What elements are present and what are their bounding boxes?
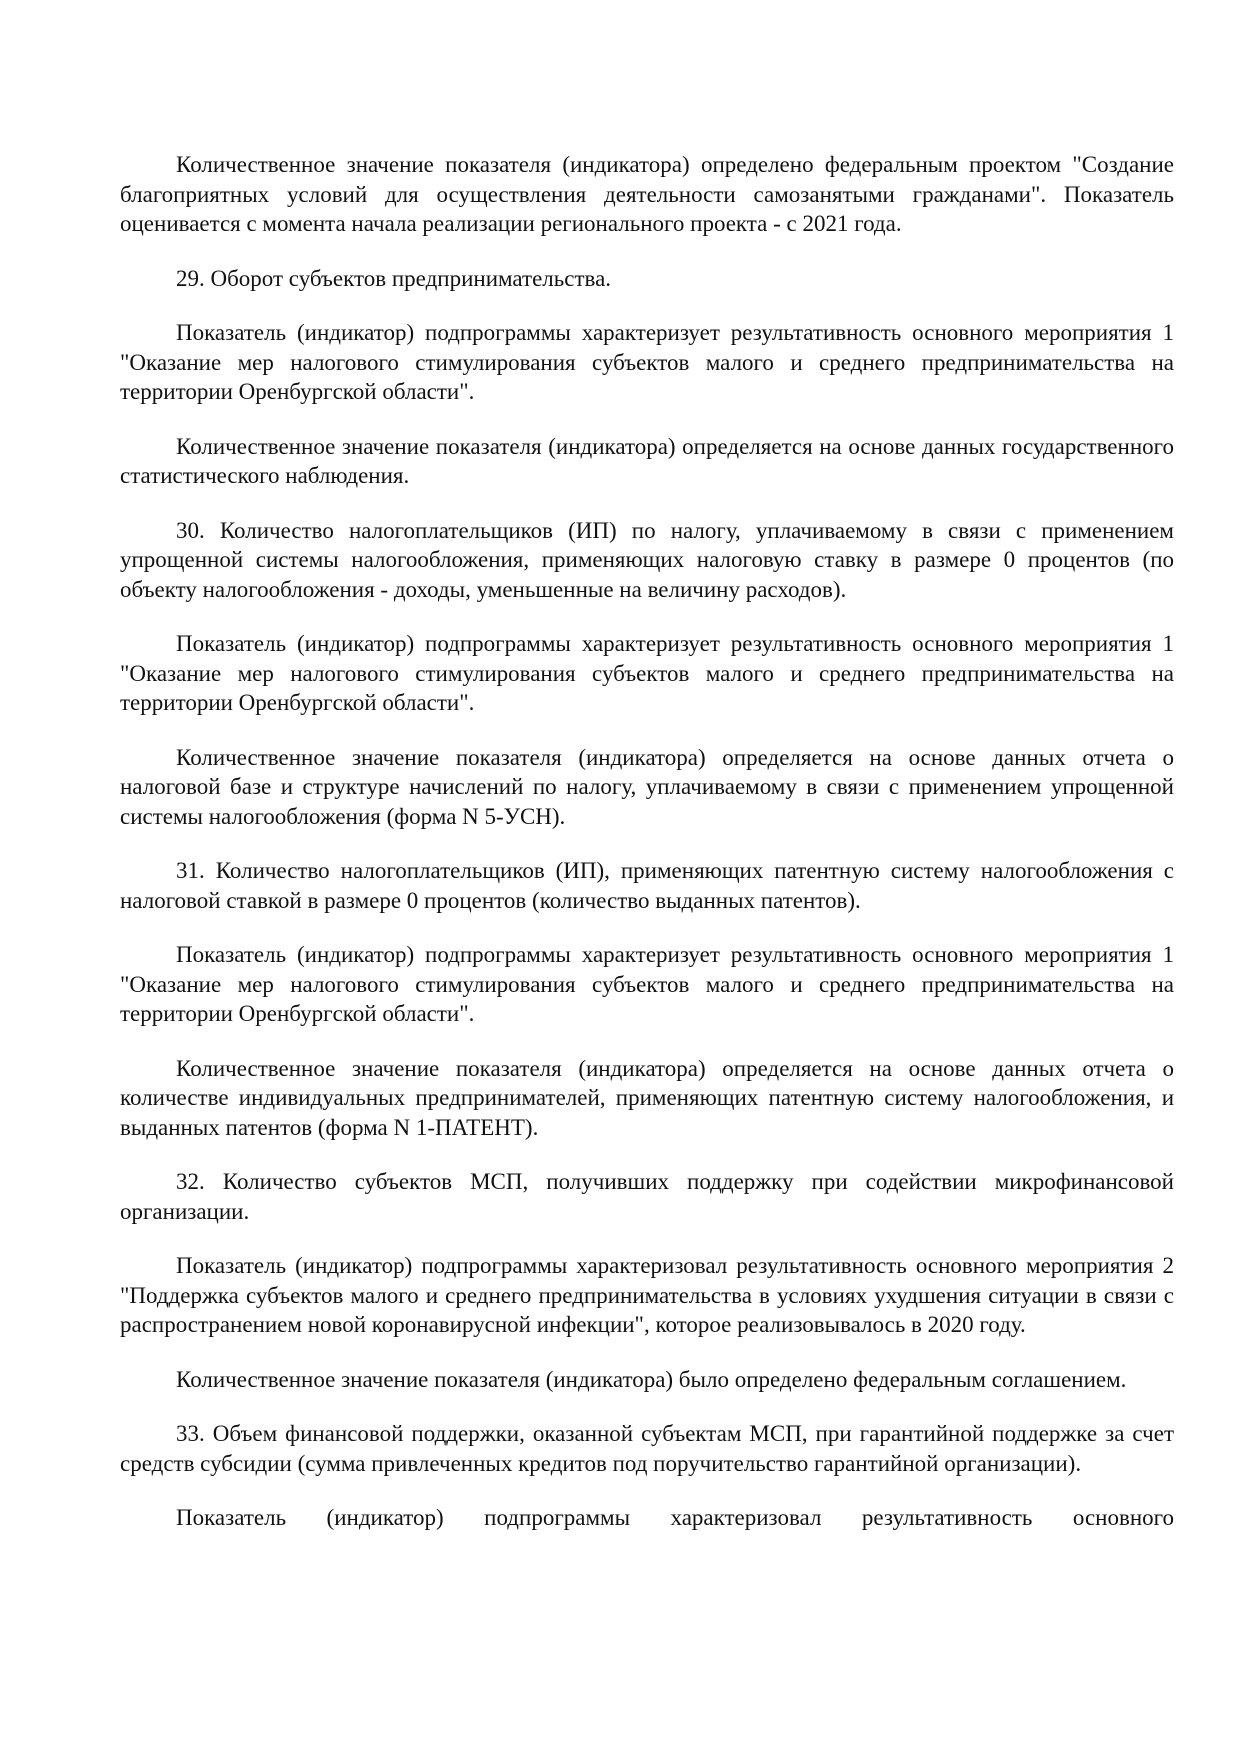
paragraph-indicator-value-federal-project: Количественное значение показателя (индикатора) определено федеральным проектом "Создание благоприятных условий для осуществления деятельности самозанятыми гражданами". Показатель оценивается с момента начала реализации регионального проекта - с 2021 года. — [120, 152, 1174, 236]
heading-item-29: 29. Оборот субъектов предпринимательства. — [176, 265, 612, 291]
heading-item-31: 31. Количество налогоплательщиков (ИП), применяющих патентную систему налогообложения с налоговой ставкой в размере 0 процентов (количество выданных патентов). — [120, 858, 1174, 913]
paragraph-item-30-value: Количественное значение показателя (индикатора) определяется на основе данных отчета о налоговой базе и структуре начислений по налогу, уплачиваемому в связи с применением упрощенной системы налогообложения (форма N 5-УСН). — [120, 744, 1174, 829]
heading-item-32: 32. Количество субъектов МСП, получивших поддержку при содействии микрофинансовой организации. — [120, 1169, 1174, 1224]
paragraph-item-31-value: Количественное значение показателя (индикатора) определяется на основе данных отчета о количестве индивидуальных предпринимателей, применяющих патентную систему налогообложения, и выданных патентов (форма N 1-ПАТЕНТ). — [120, 1055, 1174, 1140]
paragraph-item-29-description: Показатель (индикатор) подпрограммы характеризует результативность основного мероприятия 1 "Оказание мер налогового стимулирования субъектов малого и среднего предпринимательства на территории Оренбургской области". — [120, 320, 1174, 404]
paragraph-item-32-description: Показатель (индикатор) подпрограммы характеризовал результативность основного мероприятия 2 "Поддержка субъектов малого и среднего предпринимательства в условиях ухудшения ситуации в связи с распространением новой коронавирусной инфекции", которое реализовывалось в 2020 году. — [120, 1253, 1174, 1337]
paragraph-item-32-value: Количественное значение показателя (индикатора) было определено федеральным соглашением. — [176, 1366, 1127, 1392]
paragraph-item-33-description: Показатель (индикатор) подпрограммы характеризовал результативность основного — [176, 1505, 1174, 1530]
paragraph-item-31-description: Показатель (индикатор) подпрограммы характеризует результативность основного мероприятия 1 "Оказание мер налогового стимулирования субъектов малого и среднего предпринимательства на территории Оренбургской области". — [120, 942, 1174, 1026]
paragraph-item-29-value: Количественное значение показателя (индикатора) определяется на основе данных государственного статистического наблюдения. — [120, 433, 1174, 488]
heading-item-30: 30. Количество налогоплательщиков (ИП) по налогу, уплачиваемому в связи с применением упрощенной системы налогообложения, применяющих налоговую ставку в размере 0 процентов (по объекту налогообложения - доходы, уменьшенные на величину расходов). — [120, 517, 1174, 602]
document-page — [120, 150, 1174, 1533]
paragraph-item-30-description: Показатель (индикатор) подпрограммы характеризует результативность основного мероприятия 1 "Оказание мер налогового стимулирования субъектов малого и среднего предпринимательства на территории Оренбургской области". — [120, 631, 1174, 715]
heading-item-33: 33. Объем финансовой поддержки, оказанной субъектам МСП, при гарантийной поддержке за счет средств субсидии (сумма привлеченных кредитов под поручительство гарантийной организации). — [120, 1421, 1174, 1476]
